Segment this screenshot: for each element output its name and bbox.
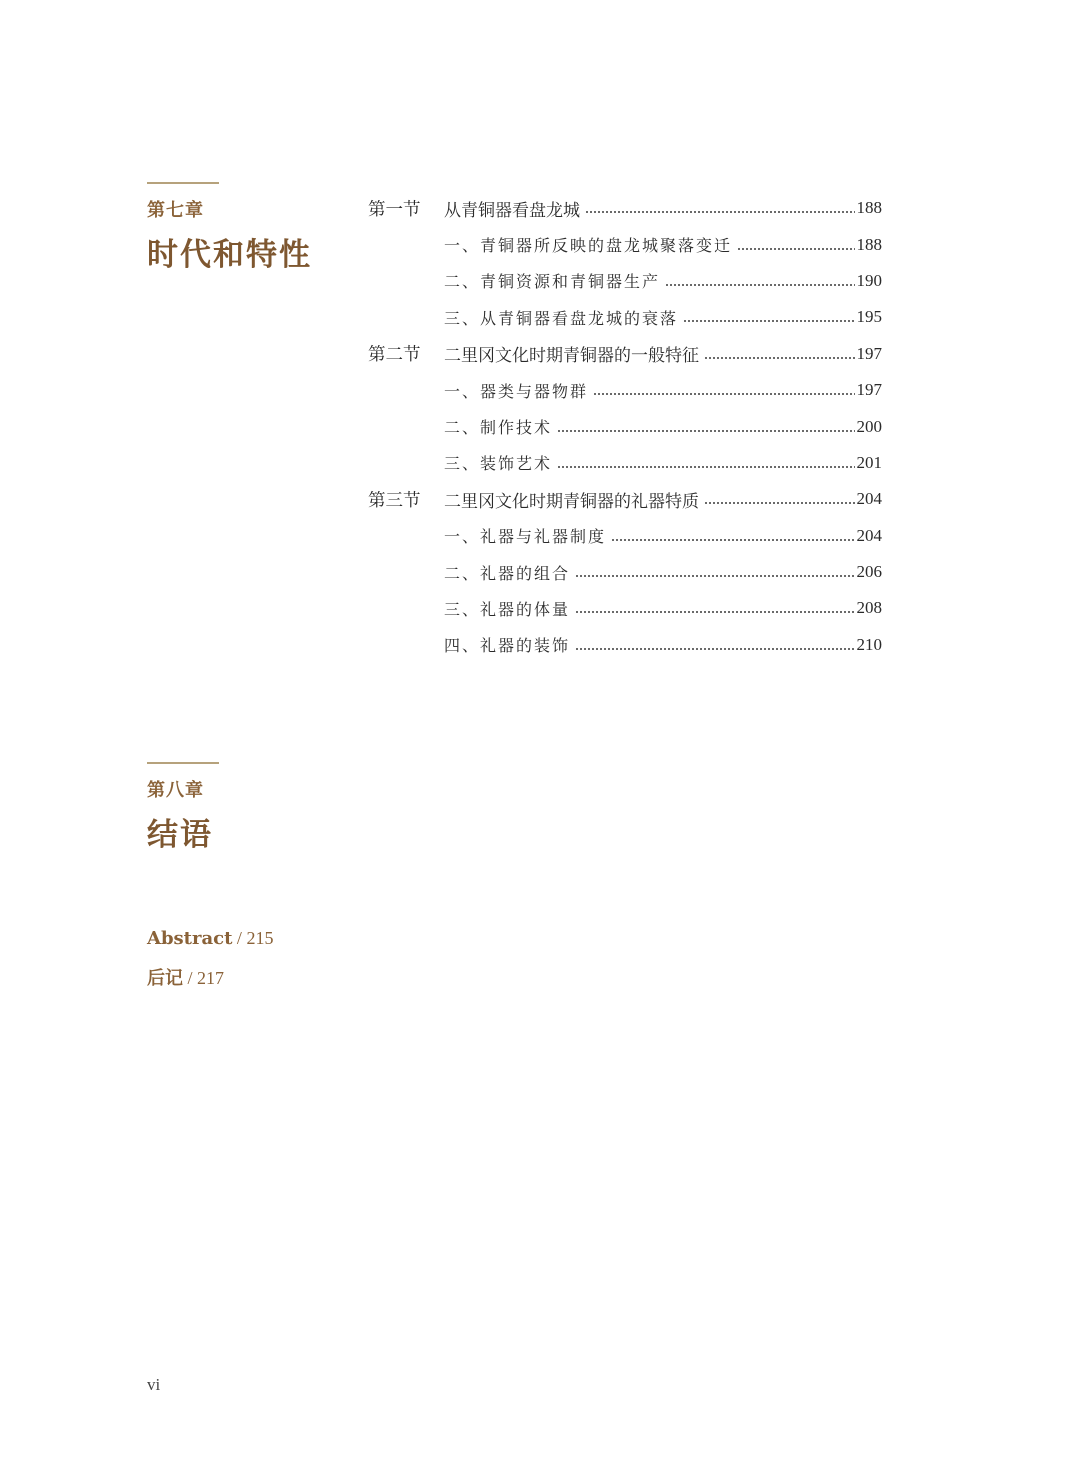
- toc-entry[interactable]: [368, 518, 882, 554]
- toc-entry[interactable]: [368, 627, 882, 663]
- toc-entry-title: 二、制作技术: [444, 418, 553, 438]
- toc-section-label: 第一节: [368, 199, 421, 220]
- toc-entry[interactable]: [368, 299, 882, 335]
- chapter7-label: 第七章: [147, 200, 204, 221]
- toc-entry-title: 从青铜器看盘龙城: [444, 200, 580, 221]
- toc-page-number: 190: [856, 270, 882, 290]
- toc-entry-title: 一、礼器与礼器制度: [444, 527, 607, 547]
- dot-leader: [704, 357, 855, 359]
- toc-entry[interactable]: [368, 408, 882, 444]
- dot-leader: [575, 611, 854, 613]
- table-of-contents: [368, 190, 882, 663]
- dot-leader: [683, 320, 854, 322]
- toc-entry-title: 二、青铜资源和青铜器生产: [444, 272, 661, 292]
- back-matter-separator: /: [232, 928, 247, 948]
- back-matter-separator: /: [183, 968, 198, 988]
- back-matter-label: Abstract: [147, 928, 233, 949]
- toc-page-number: 197: [856, 380, 882, 400]
- chapter8-rule: [147, 762, 219, 764]
- dot-leader: [611, 539, 854, 541]
- toc-entry-title: 三、装饰艺术: [444, 454, 553, 474]
- toc-page-number: 201: [856, 452, 882, 472]
- toc-page-number: 204: [856, 489, 882, 509]
- toc-entry[interactable]: [368, 445, 882, 481]
- chapter8-title: 结语: [147, 817, 213, 853]
- dot-leader: [737, 248, 854, 250]
- dot-leader: [557, 466, 854, 468]
- chapter7-rule: [147, 182, 219, 184]
- toc-entry[interactable]: [368, 372, 882, 408]
- toc-section-label: 第二节: [368, 345, 421, 366]
- toc-page-number: 188: [856, 234, 882, 254]
- back-matter-page: 215: [246, 928, 274, 948]
- dot-leader: [575, 575, 854, 577]
- toc-entry-title: 三、从青铜器看盘龙城的衰落: [444, 308, 679, 328]
- back-matter-afterword[interactable]: [147, 964, 224, 990]
- toc-section-label: 第三节: [368, 490, 421, 511]
- chapter8-label: 第八章: [147, 780, 204, 801]
- toc-entry[interactable]: [368, 226, 882, 262]
- toc-entry-title: 二、礼器的组合: [444, 563, 571, 583]
- toc-entry-title: 二里冈文化时期青铜器的一般特征: [444, 346, 699, 367]
- chapter7-title: 时代和特性: [147, 237, 312, 273]
- toc-entry-title: 一、器类与器物群: [444, 381, 589, 401]
- toc-entry[interactable]: [368, 190, 882, 226]
- toc-entry-title: 二里冈文化时期青铜器的礼器特质: [444, 491, 699, 512]
- dot-leader: [575, 648, 854, 650]
- toc-entry[interactable]: [368, 336, 882, 372]
- toc-entry[interactable]: [368, 481, 882, 517]
- toc-page-number: 206: [856, 562, 882, 582]
- dot-leader: [557, 430, 854, 432]
- toc-page-number: 195: [856, 307, 882, 327]
- dot-leader: [593, 393, 854, 395]
- toc-page-number: 208: [856, 598, 882, 618]
- toc-page-number: 204: [856, 525, 882, 545]
- toc-entry-title: 四、礼器的装饰: [444, 636, 571, 656]
- dot-leader: [585, 211, 855, 213]
- toc-entry-title: 三、礼器的体量: [444, 599, 571, 619]
- page-number: vi: [147, 1375, 161, 1394]
- toc-page-number: 197: [856, 343, 882, 363]
- toc-page-number: 210: [856, 634, 882, 654]
- dot-leader: [665, 284, 854, 286]
- toc-entry[interactable]: [368, 263, 882, 299]
- back-matter-abstract[interactable]: [147, 928, 273, 949]
- toc-page-number: 188: [856, 198, 882, 218]
- toc-page-number: 200: [856, 416, 882, 436]
- toc-entry[interactable]: [368, 554, 882, 590]
- back-matter-page: 217: [197, 968, 225, 988]
- toc-entry[interactable]: [368, 590, 882, 626]
- dot-leader: [704, 502, 855, 504]
- back-matter-label: 后记: [147, 968, 183, 989]
- toc-entry-title: 一、青铜器所反映的盘龙城聚落变迁: [444, 236, 733, 256]
